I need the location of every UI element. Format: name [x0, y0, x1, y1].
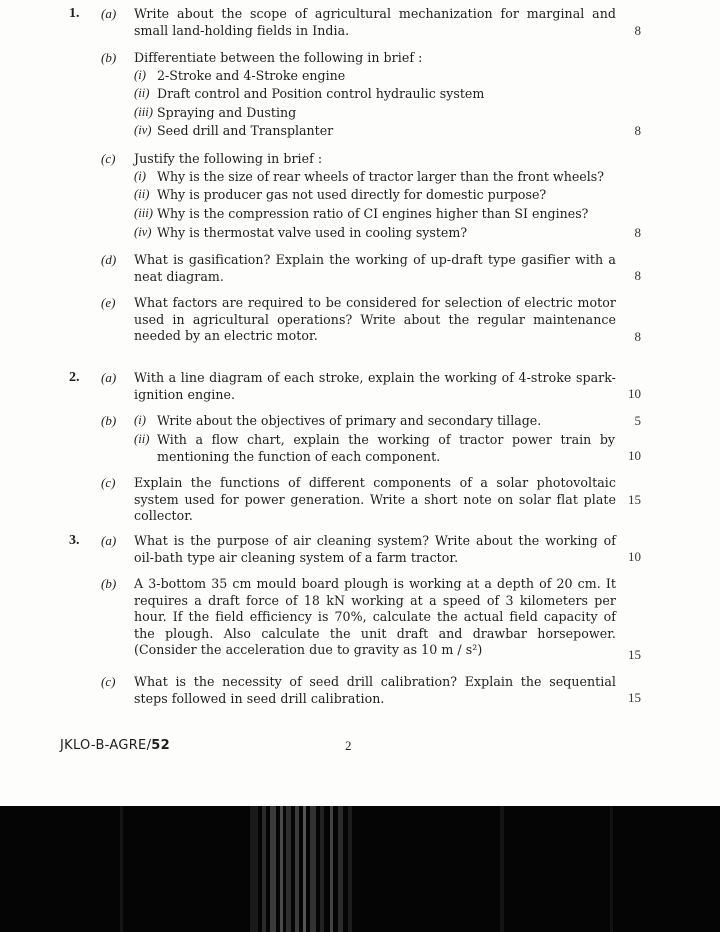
- scan-streak: [270, 806, 276, 932]
- scan-streak: [500, 806, 504, 932]
- scan-streak: [610, 806, 613, 932]
- part-label: (b): [101, 50, 117, 65]
- part-label: (d): [101, 252, 117, 267]
- question-text: Justify the following in brief :: [134, 151, 323, 166]
- part-label: (c): [101, 674, 116, 689]
- scan-streak: [250, 806, 258, 932]
- marks: 10: [628, 448, 641, 463]
- paper-code-number: 52: [151, 738, 170, 753]
- sub-label: (iii): [134, 105, 153, 119]
- question-text: Write about the scope of agricultural mechanization for marginal and small land-holding fields in India.: [134, 6, 616, 38]
- marks: 8: [634, 268, 641, 283]
- scan-border: [0, 806, 720, 932]
- scan-streak: [280, 806, 283, 932]
- part-label: (e): [101, 295, 116, 310]
- question-text: Explain the functions of different components of a solar photovoltaic system used for power generation. Write a short note on solar flat plate collector.: [134, 475, 616, 523]
- question-text: With a line diagram of each stroke, explain the working of 4-stroke spark-ignition engine.: [134, 370, 616, 402]
- part-label: (b): [101, 413, 117, 428]
- sub-label: (iii): [134, 206, 153, 220]
- marks: 10: [628, 386, 641, 401]
- sub-text: Write about the objectives of primary and secondary tillage.: [157, 413, 542, 428]
- sub-text: Why is producer gas not used directly for domestic purpose?: [157, 187, 547, 202]
- sub-label: (ii): [134, 86, 150, 100]
- marks: 15: [628, 690, 641, 705]
- part-label: (b): [101, 576, 117, 591]
- sub-label: (i): [134, 68, 146, 82]
- scan-streak: [120, 806, 123, 932]
- scan-streak: [303, 806, 306, 932]
- question-number: 2.: [69, 370, 80, 385]
- question-number: 3.: [69, 533, 80, 548]
- part-label: (a): [101, 6, 117, 21]
- paper-code-prefix: JKLO-B-AGRE/: [60, 738, 152, 753]
- scan-streak: [320, 806, 324, 932]
- scan-streak: [330, 806, 333, 932]
- sub-text: Why is the size of rear wheels of tractor larger than the front wheels?: [157, 169, 604, 184]
- question-text: What is gasification? Explain the working of up-draft type gasifier with a neat diagram.: [134, 252, 616, 284]
- scan-streak: [348, 806, 352, 932]
- marks: 8: [634, 23, 641, 38]
- scan-streak: [286, 806, 291, 932]
- sub-label: (iv): [134, 123, 152, 137]
- question-text: What is the necessity of seed drill calibration? Explain the sequential steps followed in seed drill calibration.: [134, 674, 616, 706]
- sub-label: (ii): [134, 432, 150, 446]
- scan-streak: [338, 806, 343, 932]
- question-text: Differentiate between the following in brief :: [134, 50, 423, 65]
- scan-streak: [262, 806, 266, 932]
- sub-label: (iv): [134, 225, 152, 239]
- sub-text: Seed drill and Transplanter: [157, 123, 334, 138]
- marks: 15: [628, 492, 641, 507]
- marks: 8: [634, 123, 641, 138]
- sub-text: Draft control and Position control hydraulic system: [157, 86, 485, 101]
- marks: 10: [628, 549, 641, 564]
- part-label: (a): [101, 533, 117, 548]
- scan-streak: [310, 806, 316, 932]
- sub-label: (i): [134, 169, 146, 183]
- page-number: 2: [345, 738, 352, 753]
- sub-text: Spraying and Dusting: [157, 105, 297, 120]
- sub-text: 2-Stroke and 4-Stroke engine: [157, 68, 346, 83]
- part-label: (c): [101, 151, 116, 166]
- sub-label: (ii): [134, 187, 150, 201]
- paper-code: [60, 738, 170, 753]
- question-number: 1.: [69, 6, 80, 21]
- marks: 15: [628, 647, 641, 662]
- question-text: What is the purpose of air cleaning system? Write about the working of oil-bath type air cleaning system of a farm tractor.: [134, 533, 616, 565]
- part-label: (a): [101, 370, 117, 385]
- sub-text: Why is the compression ratio of CI engines higher than SI engines?: [157, 206, 589, 221]
- part-label: (c): [101, 475, 116, 490]
- marks: 5: [634, 413, 641, 428]
- sub-text: Why is thermostat valve used in cooling system?: [157, 225, 468, 240]
- question-text: What factors are required to be considered for selection of electric motor used in agricultural operations? Write about the regular maintenance needed by an electric motor.: [134, 295, 616, 343]
- question-text: A 3-bottom 35 cm mould board plough is working at a depth of 20 cm. It requires a draft force of 18 kN working at a speed of 3 kilometers per hour. If the field efficiency is 70%, calculate the actual field capacity of the plough. Also calculate the unit draft and drawbar horsepower. (Consider the acceleration due to gravity as 10 m / s²): [134, 576, 616, 657]
- sub-label: (i): [134, 413, 146, 427]
- marks: 8: [634, 225, 641, 240]
- sub-text: With a flow chart, explain the working of tractor power train by mentioning the function of each component.: [157, 432, 615, 464]
- marks: 8: [634, 329, 641, 344]
- scan-streak: [295, 806, 299, 932]
